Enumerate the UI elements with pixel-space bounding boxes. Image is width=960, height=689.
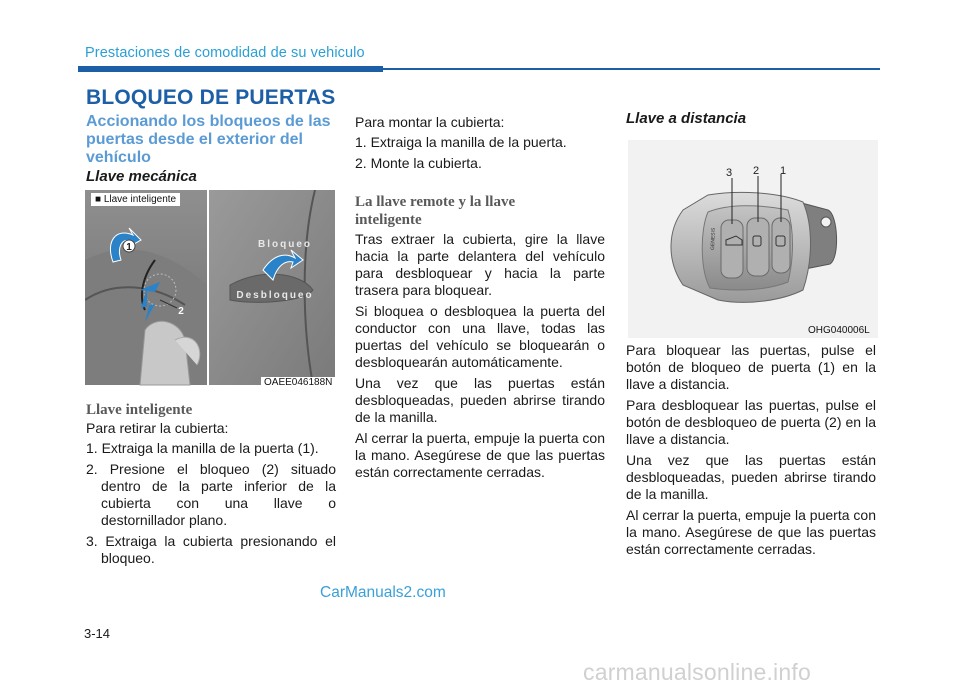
figure-legend: ■ Llave inteligente bbox=[91, 193, 180, 206]
remote-control-heading: Llave a distancia bbox=[626, 110, 747, 127]
callout-2: 2 bbox=[178, 306, 184, 317]
paragraph: Una vez que las puertas están desbloqueadas, pueden abrirse tirando de la manilla. bbox=[355, 375, 605, 425]
page-number: 3-14 bbox=[84, 626, 111, 641]
paragraph: Al cerrar la puerta, empuje la puerta con la mano. Asegúrese de que las puertas están correctamente cerradas. bbox=[355, 430, 605, 480]
list-item: 1. Extraiga la manilla de la puerta (1). bbox=[86, 440, 319, 456]
list-item: 3. Extraiga la cubierta presionando el bloqueo. bbox=[86, 533, 336, 566]
callout-2: 2 bbox=[752, 165, 760, 177]
remove-cover-intro: Para retirar la cubierta: bbox=[86, 420, 229, 436]
paragraph: Una vez que las puertas están desbloqueadas, pueden abrirse tirando de la manilla. bbox=[626, 452, 876, 502]
list-item: 2. Presione el bloqueo (2) situado dentro de la parte inferior de la cubierta con una llave o destornillador plano. bbox=[86, 461, 336, 528]
paragraph: Si bloquea o desbloquea la puerta del conductor con una llave, todas las puertas del vehículo se bloquearán o desbloquearán automáticamente. bbox=[355, 303, 605, 370]
watermark-link[interactable]: CarManuals2.com bbox=[320, 584, 446, 601]
mechanical-key-heading: Llave mecánica bbox=[86, 168, 197, 185]
watermark-footer[interactable]: carmanualsonline.info bbox=[583, 659, 811, 685]
callout-3: 3 bbox=[725, 167, 733, 179]
unlock-label: Desbloqueo bbox=[236, 290, 314, 301]
section-title: Prestaciones de comodidad de su vehiculo bbox=[85, 45, 365, 61]
subsection-title: Accionando los bloqueos de las puertas desde el exterior del vehículo bbox=[86, 113, 331, 166]
door-handle-figure bbox=[85, 190, 335, 390]
figure-code: OAEE046188N bbox=[261, 377, 335, 388]
page-title: BLOQUEO DE PUERTAS bbox=[86, 86, 336, 109]
remote-key-figure bbox=[628, 140, 878, 338]
paragraph: Tras extraer la cubierta, gire la llave hacia la parte delantera del vehículo para desbloquear y hacia la parte trasera para bloquear. bbox=[355, 231, 605, 298]
paragraph: Para bloquear las puertas, pulse el botón de bloqueo de puerta (1) en la llave a distancia. bbox=[626, 342, 876, 392]
list-item: 1. Extraiga la manilla de la puerta. bbox=[355, 134, 567, 150]
header-rule-dark bbox=[78, 66, 383, 72]
remote-key-heading: La llave remote y la llave inteligente bbox=[355, 194, 516, 228]
callout-1: 1 bbox=[779, 165, 787, 177]
header-rule-thin bbox=[383, 68, 880, 70]
remote-key-illustration bbox=[628, 140, 878, 338]
paragraph: Al cerrar la puerta, empuje la puerta con la mano. Asegúrese de que las puertas están correctamente cerradas. bbox=[626, 507, 876, 557]
figure-code: OHG040006L bbox=[808, 325, 870, 336]
key-brand-text: GENESIS bbox=[710, 227, 717, 251]
smart-key-heading: Llave inteligente bbox=[86, 402, 193, 418]
callout-1: 1 bbox=[126, 242, 132, 253]
mount-cover-intro: Para montar la cubierta: bbox=[355, 114, 505, 130]
list-item: 2. Monte la cubierta. bbox=[355, 155, 482, 171]
paragraph: Para desbloquear las puertas, pulse el botón de desbloqueo de puerta (2) en la llave a distancia. bbox=[626, 397, 876, 447]
remote-key-body bbox=[355, 231, 605, 481]
mount-steps-list bbox=[355, 134, 605, 172]
remove-steps-list bbox=[86, 440, 336, 567]
remote-control-body bbox=[626, 342, 876, 558]
lock-label: Bloqueo bbox=[258, 239, 312, 250]
door-handle-illustration bbox=[85, 190, 335, 390]
